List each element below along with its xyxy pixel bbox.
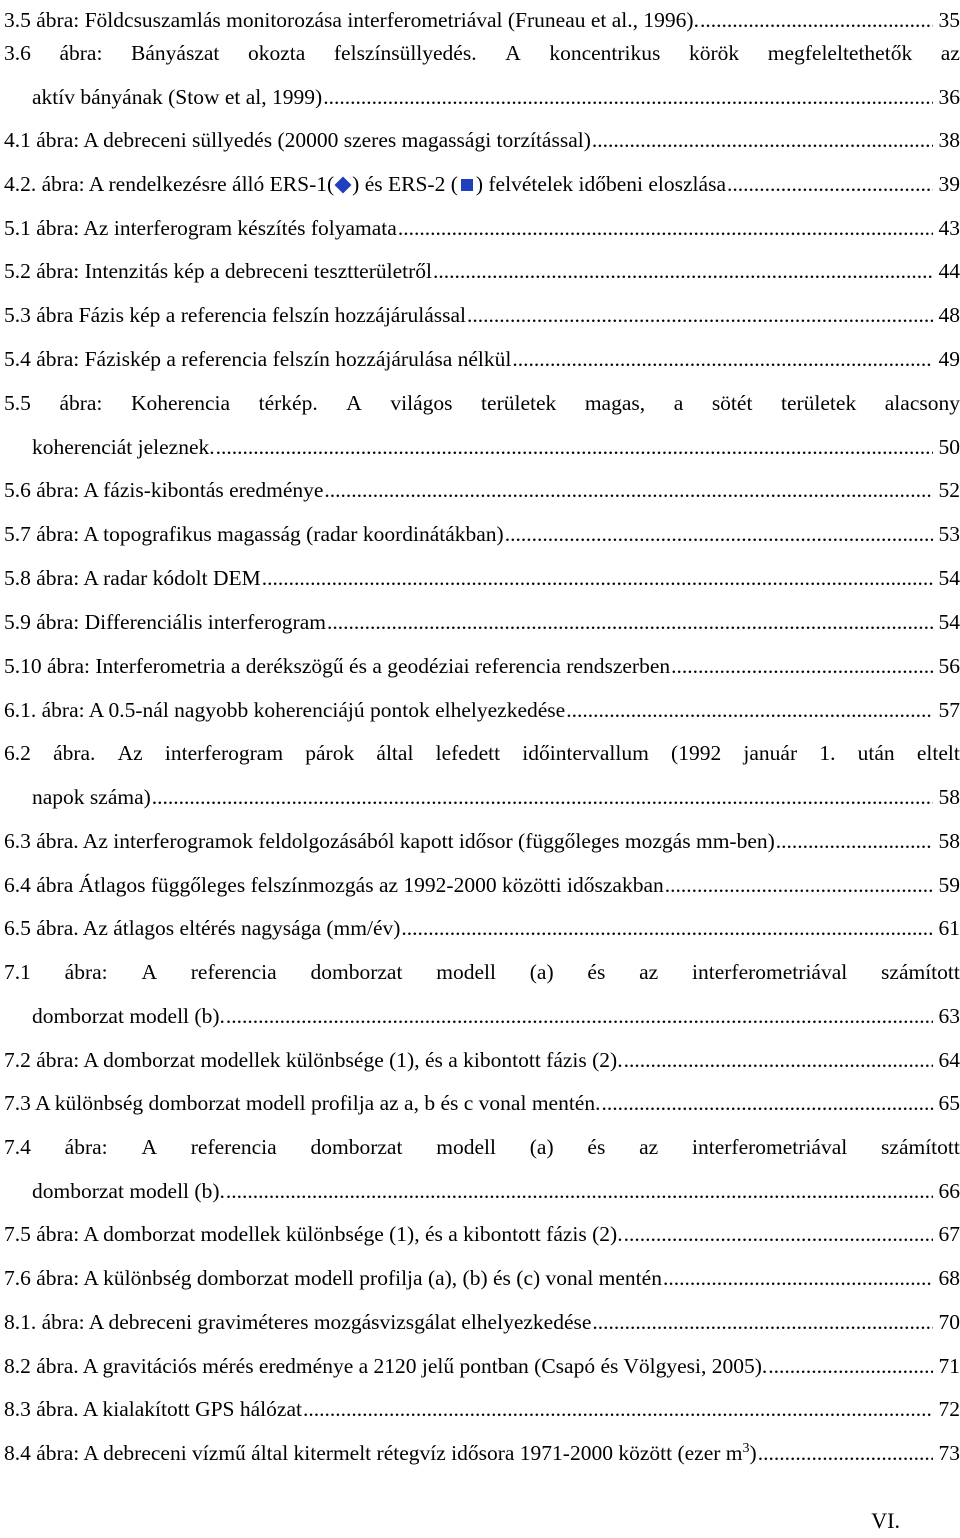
page-number: 73 [938, 1441, 960, 1465]
page-number: 44 [938, 259, 960, 283]
page-number: 36 [938, 85, 960, 109]
page-number: 63 [938, 1004, 960, 1028]
page-number: 67 [938, 1222, 960, 1246]
leader-dots [665, 863, 933, 907]
toc-entry[interactable]: 5.9 ábra: Differenciális interferogram ..... 54 [4, 600, 960, 644]
page-number: 57 [938, 698, 960, 722]
toc-entry[interactable]: 6.2 ábra. Az interferogram párok által lefedett időintervallum (1992 január 1. után eltelt napok száma) ..... 58 [4, 731, 960, 819]
leader-dots [152, 775, 933, 819]
toc-entry[interactable]: 4.2. ábra: A rendelkezésre álló ERS-1( ) és ERS-2 ( ) felvételek időbeni eloszlása ..... 39 [4, 162, 960, 206]
leader-dots [262, 556, 933, 600]
toc-entry[interactable]: 7.1 ábra: A referencia domborzat modell (a) és az interferometriával számított domborzat modell (b). ..... 63 [4, 950, 960, 1038]
justified-line: 7.4 ábra: A referencia domborzat modell (a) és az interferometriával számított [4, 1135, 960, 1159]
toc-entry[interactable]: 7.6 ábra: A különbség domborzat modell profilja (a), (b) és (c) vonal mentén ..... 68 [4, 1256, 960, 1300]
justified-line: 6.2 ábra. Az interferogram párok által lefedett időintervallum (1992 január 1. után eltelt [4, 741, 960, 765]
toc-entry[interactable]: 6.3 ábra. Az interferogramok feldolgozásából kapott idősor (függőleges mozgás mm-ben) ..... 58 [4, 819, 960, 863]
leader-dots [671, 644, 933, 688]
leader-dots [401, 906, 933, 950]
toc-entry[interactable]: 7.5 ábra: A domborzat modellek különbsége (1), és a kibontott fázis (2). ..... 67 [4, 1212, 960, 1256]
leader-dots [768, 1344, 933, 1388]
page-number: 43 [938, 216, 960, 240]
page-number: 71 [938, 1354, 960, 1378]
page-number: 38 [938, 128, 960, 152]
toc-entry[interactable]: 6.1. ábra: A 0.5-nál nagyobb koherenciájú pontok elhelyezkedése ..... 57 [4, 688, 960, 732]
toc-entry[interactable]: 8.2 ábra. A gravitációs mérés eredménye a 2120 jelű pontban (Csapó és Völgyesi, 2005). ..... 71 [4, 1344, 960, 1388]
toc-entry[interactable]: 5.8 ábra: A radar kódolt DEM ..... 54 [4, 556, 960, 600]
leader-dots [327, 600, 933, 644]
leader-dots [776, 819, 933, 863]
toc-entry[interactable]: 4.1 ábra: A debreceni süllyedés (20000 szeres magassági torzítással) ..... 38 [4, 118, 960, 162]
justified-line: 7.1 ábra: A referencia domborzat modell (a) és az interferometriával számított [4, 960, 960, 984]
toc-entry[interactable]: 5.2 ábra: Intenzitás kép a debreceni tesztterületről ..... 44 [4, 249, 960, 293]
page-number: 59 [938, 873, 960, 897]
page-number: 58 [938, 785, 960, 809]
page-number: 39 [938, 172, 960, 196]
leader-dots [566, 688, 933, 732]
square-icon [461, 179, 473, 191]
leader-dots [592, 1300, 933, 1344]
page-number: 48 [938, 303, 960, 327]
page-number: 64 [938, 1048, 960, 1072]
leader-dots [624, 1212, 933, 1256]
page-number: 50 [938, 435, 960, 459]
page-number: 56 [938, 654, 960, 678]
leader-dots [505, 512, 933, 556]
toc-entry[interactable]: 6.5 ábra. Az átlagos eltérés nagysága (mm/év) ..... 61 [4, 906, 960, 950]
leader-dots [433, 249, 933, 293]
leader-dots [663, 1256, 933, 1300]
leader-dots [467, 293, 933, 337]
toc-entry[interactable]: 5.4 ábra: Fáziskép a referencia felszín hozzájárulása nélkül ..... 49 [4, 337, 960, 381]
toc-entry[interactable]: 5.3 ábra Fázis kép a referencia felszín hozzájárulással ..... 48 [4, 293, 960, 337]
justified-line: 5.5 ábra: Koherencia térkép. A világos területek magas, a sötét területek alacsony [4, 391, 960, 415]
leader-dots [398, 206, 933, 250]
leader-dots [216, 425, 933, 469]
toc-entry[interactable]: 3.6 ábra: Bányászat okozta felszínsüllyedés. A koncentrikus körök megfeleltethetők az aktív bányának (Stow et al, 1999) ..... 36 [4, 31, 960, 119]
toc-entry[interactable]: 5.6 ábra: A fázis-kibontás eredménye ..... 52 [4, 468, 960, 512]
leader-dots [758, 1431, 933, 1475]
leader-dots [323, 75, 933, 119]
page-footer-number: VI. [871, 1508, 900, 1533]
page-number: 52 [938, 478, 960, 502]
toc-entry[interactable]: 7.4 ábra: A referencia domborzat modell (a) és az interferometriával számított domborzat modell (b). ..... 66 [4, 1125, 960, 1213]
page-number: 72 [938, 1397, 960, 1421]
page-number: 49 [938, 347, 960, 371]
page-number: 61 [938, 916, 960, 940]
page-number: 68 [938, 1266, 960, 1290]
justified-line: 3.6 ábra: Bányászat okozta felszínsüllyedés. A koncentrikus körök megfeleltethetők az [4, 41, 960, 65]
leader-dots [226, 994, 933, 1038]
leader-dots [624, 1038, 933, 1082]
toc-entry[interactable]: 3.5 ábra: Földcsuszamlás monitorozása interferometriával (Fruneau et al., 1996). ..... 35 [4, 0, 960, 42]
page-number: 65 [938, 1091, 960, 1115]
leader-dots [727, 162, 933, 206]
page-number: 53 [938, 522, 960, 546]
page-number: 54 [938, 610, 960, 634]
leader-dots [303, 1387, 933, 1431]
toc-entry[interactable]: 8.4 ábra: A debreceni vízmű által kitermelt rétegvíz idősora 1971-2000 között (ezer $m^3$) ..... 73 [4, 1431, 960, 1475]
toc-entry[interactable]: 8.1. ábra: A debreceni graviméteres mozgásvizsgálat elhelyezkedése ..... 70 [4, 1300, 960, 1344]
toc-entry[interactable]: 6.4 ábra Átlagos függőleges felszínmozgás az 1992-2000 közötti időszakban ..... 59 [4, 863, 960, 907]
page-number: 66 [938, 1179, 960, 1203]
leader-dots [324, 468, 933, 512]
leader-dots [226, 1169, 933, 1213]
toc-entry[interactable]: 7.2 ábra: A domborzat modellek különbsége (1), és a kibontott fázis (2). ..... 64 [4, 1038, 960, 1082]
toc-entry[interactable]: 5.7 ábra: A topografikus magasság (radar koordinátákban) ..... 53 [4, 512, 960, 556]
leader-dots [592, 118, 933, 162]
toc-entry[interactable]: 8.3 ábra. A kialakított GPS hálózat ..... 72 [4, 1387, 960, 1431]
page-number: 35 [938, 8, 960, 32]
toc-entry[interactable]: 5.10 ábra: Interferometria a derékszögű és a geodéziai referencia rendszerben ..... 56 [4, 644, 960, 688]
page-number: 54 [938, 566, 960, 590]
page-number: 58 [938, 829, 960, 853]
toc-entry[interactable]: 5.1 ábra: Az interferogram készítés folyamata ..... 43 [4, 206, 960, 250]
leader-dots [512, 337, 933, 381]
leader-dots [601, 1081, 933, 1125]
toc-entry[interactable]: 5.5 ábra: Koherencia térkép. A világos területek magas, a sötét területek alacsony koherenciát jeleznek. ..... 50 [4, 381, 960, 469]
toc-entry[interactable]: 7.3 A különbség domborzat modell profilja az a, b és c vonal mentén. ..... 65 [4, 1081, 960, 1125]
diamond-icon [335, 177, 352, 194]
page-number: 70 [938, 1310, 960, 1334]
